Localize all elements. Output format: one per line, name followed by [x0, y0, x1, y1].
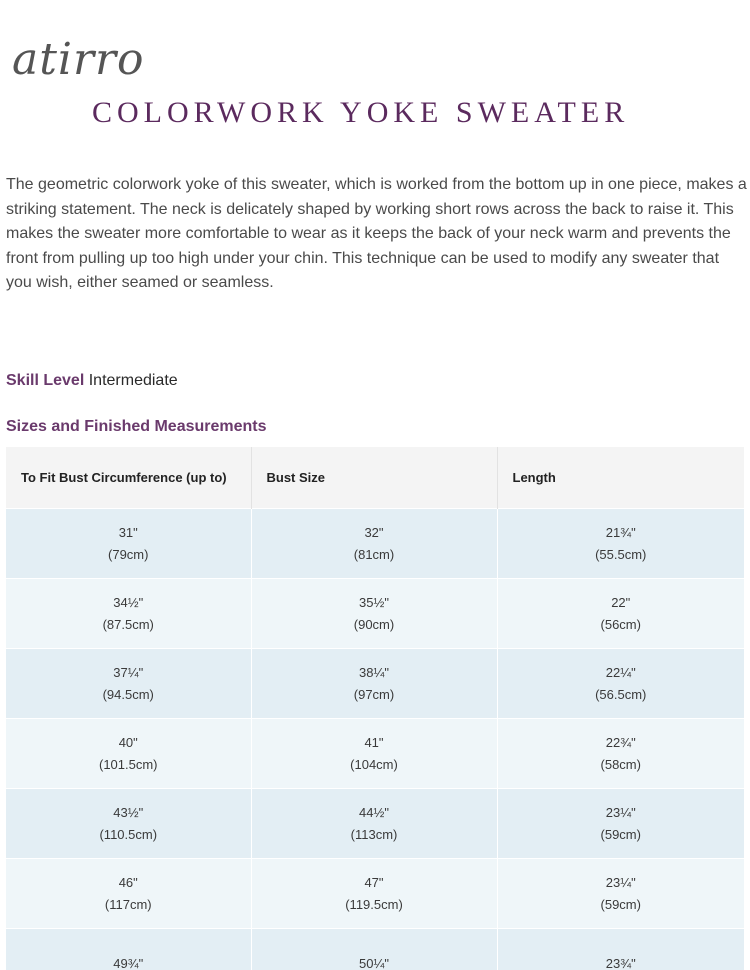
table-row: [6, 649, 744, 719]
intro-paragraph: The geometric colorwork yoke of this sweater, which is worked from the bottom up in one piece, makes a striking statement. The neck is delicately shaped by working short rows across the back to raise it. This makes the sweater more comfortable to wear as it keeps the back of your neck warm and prevents the front from pulling up too high under your chin. This technique can be used to modify any sweater that you wish, either seamed or seamless.: [6, 176, 747, 291]
cell-metric: (113cm): [350, 826, 398, 842]
header-length: Length: [497, 447, 744, 509]
table-row: [6, 859, 744, 929]
skill-level-value: Intermediate: [88, 372, 178, 389]
cell-metric: (101.5cm): [98, 756, 158, 772]
cell-metric: (81cm): [353, 546, 395, 562]
table-cell: [497, 649, 744, 719]
table-cell: [251, 719, 497, 789]
cell-imperial: 50¼": [359, 955, 389, 970]
cell-metric: (90cm): [353, 616, 395, 632]
table-cell: [497, 719, 744, 789]
cell-imperial: 32": [364, 524, 384, 540]
page-title: COLORWORK YOKE SWEATER: [92, 96, 630, 129]
table-cell: [251, 649, 497, 719]
cell-imperial: 40": [118, 734, 138, 750]
table-cell: [6, 929, 251, 970]
header-bust-size: Bust Size: [251, 447, 497, 509]
cell-metric: (119.5cm): [345, 896, 403, 912]
cell-imperial: 23¾": [605, 955, 636, 970]
cell-imperial: 47": [364, 874, 384, 890]
table-cell: [251, 789, 497, 859]
cell-imperial: 37¼": [113, 664, 144, 680]
table-cell: [497, 859, 744, 929]
table-row: [6, 719, 744, 789]
table-cell: [6, 789, 251, 859]
table-cell: [6, 859, 251, 929]
cell-imperial: 22": [611, 594, 631, 610]
cell-imperial: 38¼": [359, 664, 389, 680]
cell-imperial: 46": [118, 874, 138, 890]
table-cell: [497, 509, 744, 579]
cell-imperial: 22¼": [605, 664, 636, 680]
table-cell: [497, 929, 744, 970]
table-row: [6, 789, 744, 859]
cell-imperial: 22¾": [605, 734, 636, 750]
table-row: [6, 929, 744, 970]
cell-metric: (56cm): [600, 616, 641, 632]
cell-imperial: 23¼": [605, 874, 636, 890]
cell-metric: (58cm): [600, 756, 641, 772]
table-cell: [251, 929, 497, 970]
header-bust-circumference: To Fit Bust Circumference (up to): [6, 447, 251, 509]
skill-level-label: Skill Level: [6, 372, 85, 389]
cell-imperial: 49¾": [113, 955, 144, 970]
cell-metric: (87.5cm): [102, 616, 154, 632]
table-cell: [251, 579, 497, 649]
table-cell: [6, 579, 251, 649]
table-cell: [6, 649, 251, 719]
measurements-table: [6, 447, 744, 970]
measurements-table-container: [6, 447, 744, 970]
cell-metric: (110.5cm): [99, 826, 158, 842]
cell-imperial: 21¾": [605, 524, 636, 540]
cell-metric: (55.5cm): [595, 546, 647, 562]
table-row: [6, 579, 744, 649]
table-header-row: [6, 447, 744, 509]
cell-imperial: 43½": [113, 804, 144, 820]
table-cell: [497, 789, 744, 859]
cell-imperial: 44½": [359, 804, 389, 820]
cell-metric: (59cm): [600, 896, 641, 912]
sizes-heading: Sizes and Finished Measurements: [6, 418, 267, 435]
table-cell: [251, 859, 497, 929]
brand-logo: atirro: [12, 34, 145, 85]
cell-imperial: 31": [118, 524, 138, 540]
cell-imperial: 35½": [359, 594, 389, 610]
cell-metric: (56.5cm): [595, 686, 647, 702]
table-cell: [497, 579, 744, 649]
table-cell: [251, 509, 497, 579]
cell-metric: (97cm): [353, 686, 395, 702]
cell-imperial: 23¼": [605, 804, 636, 820]
cell-metric: (104cm): [350, 756, 398, 772]
table-cell: [6, 719, 251, 789]
cell-metric: (117cm): [104, 896, 152, 912]
cell-metric: (59cm): [600, 826, 641, 842]
table-cell: [6, 509, 251, 579]
skill-level: [6, 372, 178, 390]
cell-metric: (94.5cm): [102, 686, 154, 702]
table-row: [6, 509, 744, 579]
cell-imperial: 41": [364, 734, 384, 750]
cell-metric: (79cm): [108, 546, 149, 562]
cell-imperial: 34½": [113, 594, 144, 610]
